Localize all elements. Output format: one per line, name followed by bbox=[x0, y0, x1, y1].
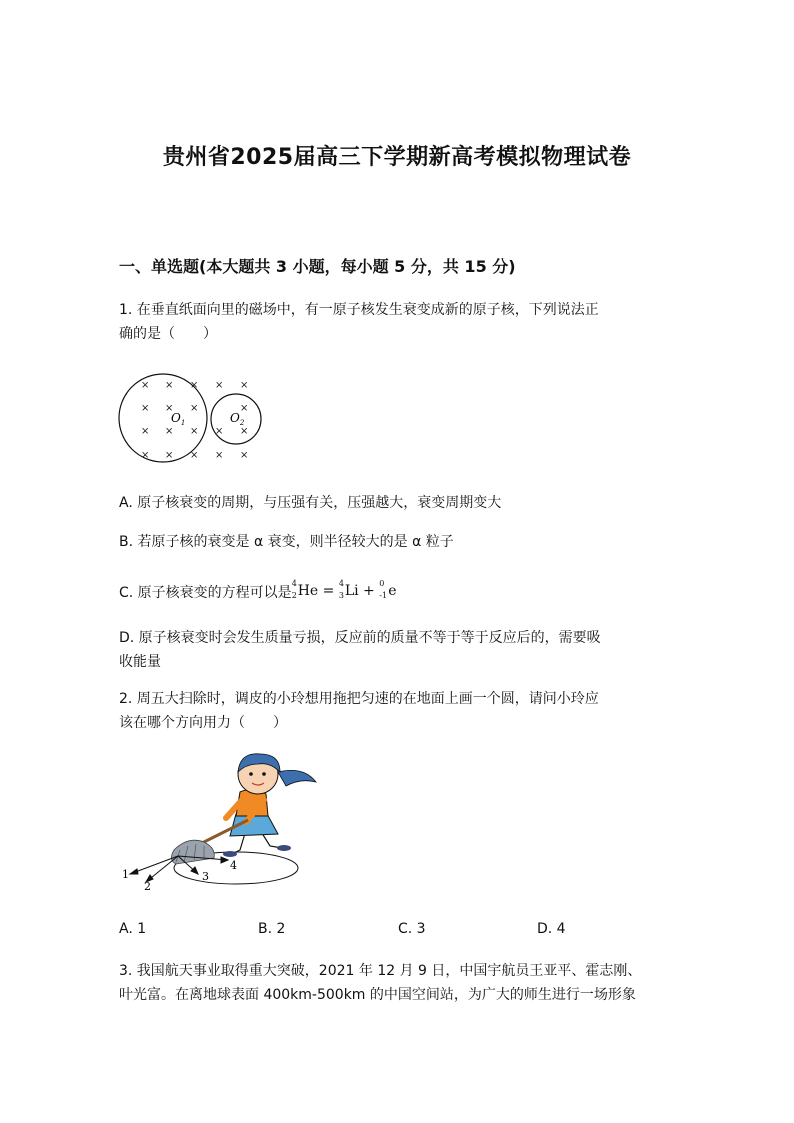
field-marker: × bbox=[240, 450, 249, 461]
question-2-option-a[interactable]: A. 1 bbox=[119, 921, 147, 937]
field-marker: × bbox=[141, 426, 150, 437]
question-1-option-b[interactable]: B. 若原子核的衰变是 α 衰变，则半径较大的是 α 粒子 bbox=[119, 534, 454, 550]
field-marker: × bbox=[165, 403, 174, 414]
question-1-stem-line-1: 1. 在垂直纸面向里的磁场中，有一原子核发生衰变成新的原子核，下列说法正 bbox=[119, 302, 599, 318]
question-3-stem-line-2: 叶光富。在离地球表面 400km-500km 的中国空间站，为广大的师生进行一场形象 bbox=[119, 987, 636, 1003]
question-2-stem-line-2: 该在哪个方向用力（ ） bbox=[119, 715, 287, 731]
field-marker: × bbox=[240, 380, 249, 391]
arrow-label-1: 1 bbox=[122, 868, 129, 881]
field-marker: × bbox=[190, 426, 199, 437]
decay-equation: 4 2 He = 4 3 Li + 0 -1 e bbox=[291, 579, 397, 600]
option-d-line-1: D. 原子核衰变时会发生质量亏损，反应前的质量不等于等于反应后的，需要吸 bbox=[119, 630, 601, 646]
field-marker: × bbox=[215, 450, 224, 461]
section-heading: 一、单选题(本大题共 3 小题，每小题 5 分，共 15 分) bbox=[119, 257, 516, 276]
girl-mopping-figure bbox=[118, 752, 318, 892]
arrow-label-3: 3 bbox=[202, 870, 209, 883]
field-marker: × bbox=[240, 426, 249, 437]
field-marker: × bbox=[141, 380, 150, 391]
electron-particle: 0 -1 e bbox=[379, 579, 397, 600]
question-2-option-c[interactable]: C. 3 bbox=[398, 921, 426, 937]
question-3-stem bbox=[119, 959, 679, 1007]
question-2-stem-line-1: 2. 周五大扫除时，调皮的小玲想用拖把匀速的在地面上画一个圆，请问小玲应 bbox=[119, 691, 599, 707]
field-marker: × bbox=[141, 403, 150, 414]
question-2-option-d[interactable]: D. 4 bbox=[537, 921, 566, 937]
center-label-o2: $O_2$ bbox=[230, 411, 245, 427]
option-d-line-2: 收能量 bbox=[119, 654, 161, 670]
question-2-option-b[interactable]: B. 2 bbox=[258, 921, 286, 937]
arrow-label-4: 4 bbox=[230, 859, 237, 872]
center-label-o1: $O_1$ bbox=[171, 411, 186, 427]
field-marker: × bbox=[190, 380, 199, 391]
field-marker: × bbox=[215, 426, 224, 437]
field-marker: × bbox=[165, 380, 174, 391]
question-2-stem bbox=[119, 687, 679, 735]
question-1-option-c[interactable] bbox=[119, 579, 397, 602]
helium-nuclide: 4 2 He bbox=[291, 579, 319, 600]
page-title: 贵州省2025届高三下学期新高考模拟物理试卷 bbox=[162, 145, 632, 170]
question-1-stem bbox=[119, 298, 679, 346]
field-marker: × bbox=[190, 403, 199, 414]
magnetic-field-figure bbox=[118, 372, 268, 464]
field-marker: × bbox=[165, 450, 174, 461]
arrow-label-2: 2 bbox=[144, 880, 151, 892]
question-1-option-d[interactable] bbox=[119, 626, 679, 674]
field-marker: × bbox=[165, 426, 174, 437]
lithium-nuclide: 4 3 Li bbox=[338, 579, 359, 600]
ponytail bbox=[278, 770, 316, 786]
question-3-stem-line-1: 3. 我国航天事业取得重大突破，2021 年 12 月 9 日，中国宇航员王亚平、霍志刚、 bbox=[119, 963, 642, 979]
question-1-stem-line-2: 确的是（ ） bbox=[119, 326, 217, 342]
question-1-option-a[interactable]: A. 原子核衰变的周期，与压强有关，压强越大，衰变周期变大 bbox=[119, 495, 502, 511]
field-marker: × bbox=[190, 450, 199, 461]
mop-head bbox=[171, 840, 214, 864]
field-marker: × bbox=[240, 403, 249, 414]
field-marker: × bbox=[215, 380, 224, 391]
option-c-text: C. 原子核衰变的方程可以是 bbox=[119, 585, 292, 601]
field-marker: × bbox=[141, 450, 150, 461]
